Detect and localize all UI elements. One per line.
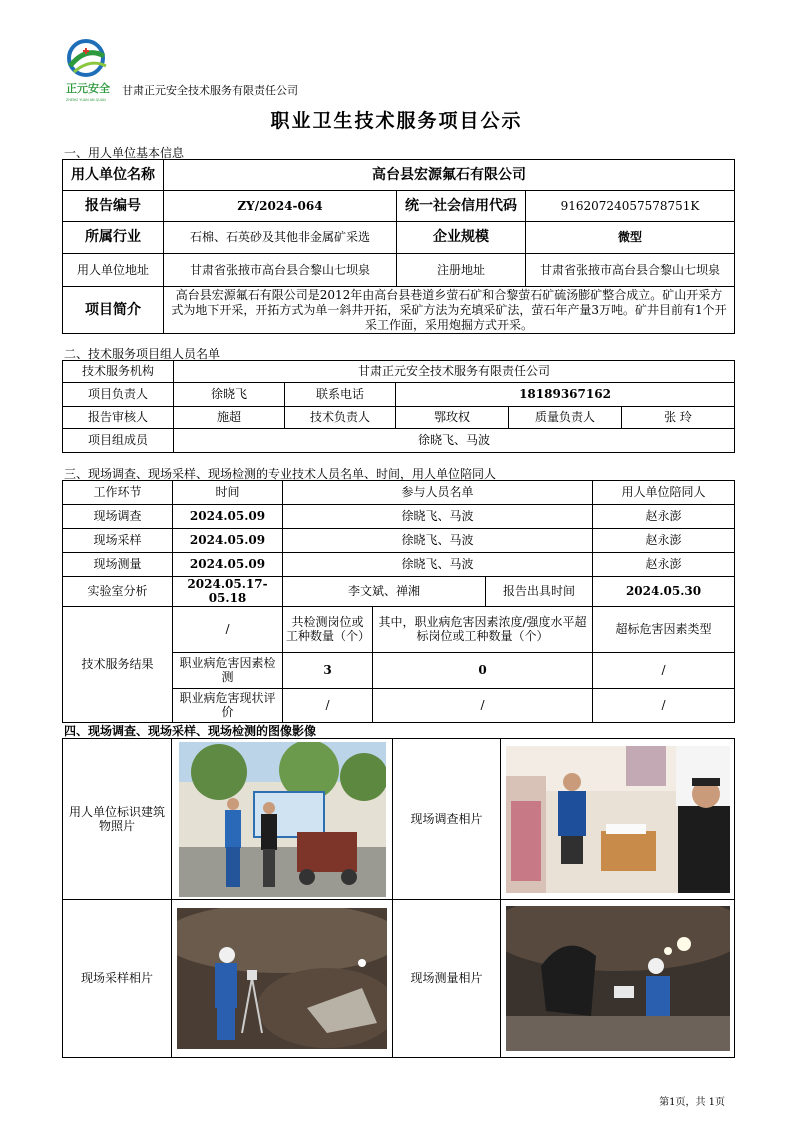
reviewer-label: 报告审核人	[63, 407, 174, 429]
reg-address-value: 甘肃省张掖市高台县合黎山七坝泉	[526, 254, 735, 287]
page-title: 职业卫生技术服务项目公示	[270, 110, 523, 132]
result-count: /	[283, 688, 373, 722]
table-row	[63, 606, 735, 652]
photo1-cell	[172, 739, 393, 900]
table-row	[63, 254, 735, 287]
result-header-type: 超标危害因素类型	[593, 606, 735, 652]
escort-cell: 赵永澎	[593, 505, 735, 529]
time-cell: 2024.05.09	[173, 529, 283, 553]
photo-table	[62, 738, 735, 1058]
result-item: 职业病危害因素检测	[173, 652, 283, 688]
tech-label: 技术负责人	[285, 407, 396, 429]
result-type: /	[593, 688, 735, 722]
header-escort: 用人单位陪同人	[593, 481, 735, 505]
header-people: 参与人员名单	[283, 481, 593, 505]
logo-sub-text: ZHENG YUAN AN QUAN	[66, 98, 106, 102]
reviewer-value: 施超	[174, 407, 285, 429]
table-header-row	[63, 481, 735, 505]
tech-value: 鄂玫权	[396, 407, 509, 429]
escort-cell: 赵永澎	[593, 553, 735, 577]
photo1-label: 用人单位标识建筑物照片	[63, 739, 172, 900]
people-cell: 徐晓飞、马波	[283, 553, 593, 577]
org-value: 甘肃正元安全技术服务有限责任公司	[174, 361, 735, 383]
scale-label: 企业规模	[397, 222, 526, 254]
result-item: 职业病危害现状评价	[173, 688, 283, 722]
report-no-label: 报告编号	[63, 191, 164, 222]
scale-value: 微型	[526, 222, 735, 254]
industry-label: 所属行业	[63, 222, 164, 254]
section2-title: 二、技术服务项目组人员名单	[64, 347, 221, 361]
table-row	[63, 577, 735, 607]
photo4-cell	[501, 900, 735, 1058]
team-table	[62, 360, 735, 453]
section3-title: 三、现场调查、现场采样、现场检测的专业技术人员名单、时间，用人单位陪同人	[64, 467, 497, 481]
lab-time: 2024.05.17-05.18	[173, 577, 283, 607]
sampling-photo	[177, 908, 387, 1049]
people-cell: 徐晓飞、马波	[283, 505, 593, 529]
intro-value: 高台县宏源氟石有限公司是2012年由高台县巷道乡萤石矿和合黎萤石矿硫汤膨矿整合成立。矿山开采方式为地下开采，开拓方式为单一斜井开拓，采矿方法为充填采矿法，萤石年产量3万吨。矿井目前有1个开采工作面，采用炮掘方式开采。	[164, 287, 735, 334]
intro-label: 项目简介	[63, 287, 164, 334]
table-row	[63, 429, 735, 453]
time-cell: 2024.05.09	[173, 553, 283, 577]
result-exceed: 0	[373, 652, 593, 688]
logo-name-text: 正元安全	[66, 82, 110, 95]
photo2-cell	[501, 739, 735, 900]
employer-value: 高台县宏源氟石有限公司	[164, 160, 735, 191]
employer-label: 用人单位名称	[63, 160, 164, 191]
result-header-exceed: 其中，职业病危害因素浓度/强度水平超标岗位或工种数量（个）	[373, 606, 593, 652]
table-row	[63, 553, 735, 577]
report-time-value: 2024.05.30	[593, 577, 735, 607]
photo3-label: 现场采样相片	[63, 900, 172, 1058]
escort-cell: 赵永澎	[593, 529, 735, 553]
lab-people: 李文斌、禅湘	[283, 577, 486, 607]
table-row	[63, 160, 735, 191]
industry-value: 石棉、石英砂及其他非金属矿采选	[164, 222, 397, 254]
credit-code-label: 统一社会信用代码	[397, 191, 526, 222]
table-row	[63, 900, 735, 1058]
result-label: 技术服务结果	[63, 606, 173, 722]
time-cell: 2024.05.09	[173, 505, 283, 529]
quality-label: 质量负责人	[509, 407, 622, 429]
table-row	[63, 505, 735, 529]
measurement-photo	[506, 906, 730, 1051]
phone-value: 18189367162	[396, 383, 735, 407]
photo2-label: 现场调查相片	[393, 739, 501, 900]
company-name: 甘肃正元安全技术服务有限责任公司	[122, 84, 298, 97]
report-time-label: 报告出具时间	[486, 577, 593, 607]
table-row	[63, 361, 735, 383]
employer-info-table	[62, 159, 735, 334]
photo4-label: 现场测量相片	[393, 900, 501, 1058]
header-stage: 工作环节	[63, 481, 173, 505]
phone-label: 联系电话	[285, 383, 396, 407]
credit-code-value: 91620724057578751K	[526, 191, 735, 222]
result-exceed: /	[373, 688, 593, 722]
photo3-cell	[172, 900, 393, 1058]
report-no-value: ZY/2024-064	[164, 191, 397, 222]
table-row	[63, 191, 735, 222]
result-count: 3	[283, 652, 373, 688]
section4-title: 四、现场调查、现场采样、现场检测的图像影像	[64, 724, 317, 738]
header-time: 时间	[173, 481, 283, 505]
section1-title: 一、用人单位基本信息	[64, 146, 185, 160]
org-label: 技术服务机构	[63, 361, 174, 383]
address-value: 甘肃省张掖市高台县合黎山七坝泉	[164, 254, 397, 287]
stage-cell: 现场调查	[63, 505, 173, 529]
table-row	[63, 287, 735, 334]
building-sign-photo	[179, 742, 386, 897]
quality-value: 张 玲	[622, 407, 735, 429]
stage-cell: 现场测量	[63, 553, 173, 577]
survey-photo	[506, 746, 730, 893]
address-label: 用人单位地址	[63, 254, 164, 287]
page-number: 第1页，共 1页	[659, 1097, 725, 1108]
result-header-blank: /	[173, 606, 283, 652]
members-value: 徐晓飞、马波	[174, 429, 735, 453]
table-row	[63, 739, 735, 900]
fieldwork-table	[62, 480, 735, 723]
table-row	[63, 407, 735, 429]
company-logo-icon	[64, 36, 122, 104]
members-label: 项目组成员	[63, 429, 174, 453]
table-row	[63, 529, 735, 553]
table-row	[63, 222, 735, 254]
people-cell: 徐晓飞、马波	[283, 529, 593, 553]
letterhead	[64, 36, 384, 106]
leader-label: 项目负责人	[63, 383, 174, 407]
result-type: /	[593, 652, 735, 688]
reg-address-label: 注册地址	[397, 254, 526, 287]
stage-cell: 现场采样	[63, 529, 173, 553]
leader-value: 徐晓飞	[174, 383, 285, 407]
table-row	[63, 383, 735, 407]
result-header-count: 共检测岗位或工种数量（个）	[283, 606, 373, 652]
lab-label: 实验室分析	[63, 577, 173, 607]
